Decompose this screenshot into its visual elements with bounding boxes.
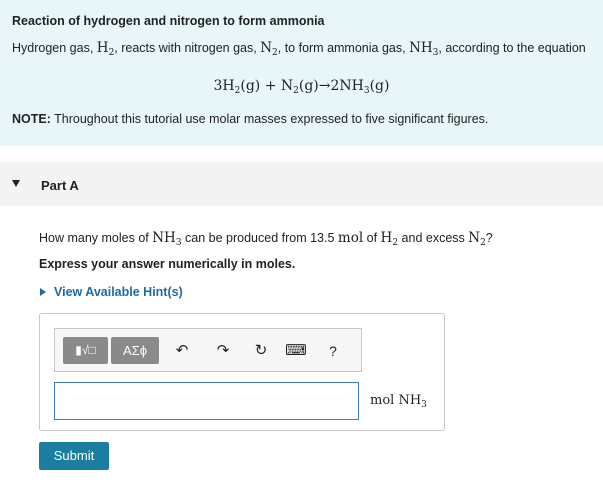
equation-part: (g) xyxy=(369,78,390,94)
templates-button[interactable]: ▮√□ xyxy=(63,337,108,364)
reset-icon[interactable]: ↻ xyxy=(254,342,268,359)
h2-formula xyxy=(381,230,399,246)
h2-formula xyxy=(97,40,115,56)
intro-text-part: Hydrogen gas, xyxy=(12,41,97,55)
subscript: 2 xyxy=(234,86,241,96)
caret-down-icon[interactable] xyxy=(12,180,20,187)
question-part: can be produced from 13.5 xyxy=(181,231,338,245)
question-part: of xyxy=(363,231,381,245)
equation-part: (g) + N xyxy=(240,78,294,94)
intro-panel xyxy=(0,0,603,146)
nh3-symbol: NH xyxy=(152,230,176,246)
note xyxy=(12,112,591,126)
subscript: 2 xyxy=(293,86,299,96)
question-part: How many moles of xyxy=(39,231,153,245)
units-text: mol NH xyxy=(370,393,422,408)
note-label: NOTE: xyxy=(12,112,51,126)
redo-icon[interactable]: ↷ xyxy=(216,342,230,359)
intro-text-part: , to form ammonia gas, xyxy=(277,41,410,55)
nh3-formula xyxy=(409,40,438,56)
n2-formula xyxy=(468,230,486,246)
subscript: 2 xyxy=(272,48,278,58)
subscript: 3 xyxy=(363,86,370,96)
view-hints-link[interactable] xyxy=(39,285,183,299)
caret-right-icon xyxy=(40,288,46,296)
question-text xyxy=(39,230,493,248)
nh3-symbol: NH xyxy=(409,40,433,56)
equation-part: (g)→2NH xyxy=(298,78,364,94)
n2-formula xyxy=(260,40,278,56)
note-text: Throughout this tutorial use molar masses expressed to five significant figures. xyxy=(50,112,489,126)
subscript: 2 xyxy=(108,48,115,58)
mol-unit: mol xyxy=(337,230,364,246)
part-label: Part A xyxy=(41,178,79,193)
answer-instruction: Express your answer numerically in moles. xyxy=(39,257,296,271)
intro-text-part: , reacts with nitrogen gas, xyxy=(114,41,261,55)
reaction-equation xyxy=(12,78,591,96)
answer-box xyxy=(39,313,445,431)
question-part: ? xyxy=(485,231,493,245)
subscript: 2 xyxy=(392,238,399,248)
intro-text-part: , according to the equation xyxy=(438,41,586,55)
undo-icon[interactable]: ↶ xyxy=(175,342,189,359)
part-a-header[interactable] xyxy=(0,162,603,206)
help-icon[interactable]: ? xyxy=(329,343,337,359)
subscript: 3 xyxy=(421,400,427,410)
greek-symbols-button[interactable]: ΑΣϕ xyxy=(111,337,159,364)
n2-symbol: N xyxy=(260,40,273,56)
spacer xyxy=(0,146,603,162)
subscript: 3 xyxy=(432,48,439,58)
subscript: 3 xyxy=(175,238,182,248)
h2-symbol: H xyxy=(96,40,109,56)
nh3-formula xyxy=(152,230,181,246)
answer-input[interactable] xyxy=(54,382,359,420)
question-part: and excess xyxy=(398,231,469,245)
equation-part: 3H xyxy=(213,78,235,94)
n2-symbol: N xyxy=(468,230,481,246)
submit-button[interactable]: Submit xyxy=(39,442,109,470)
subscript: 2 xyxy=(480,238,486,248)
intro-title: Reaction of hydrogen and nitrogen to form ammonia xyxy=(12,14,325,28)
math-toolbar xyxy=(54,328,362,372)
answer-units xyxy=(370,393,427,410)
intro-text xyxy=(12,40,591,62)
h2-symbol: H xyxy=(380,230,393,246)
keyboard-icon[interactable]: ⌨ xyxy=(285,342,307,359)
hint-label: View Available Hint(s) xyxy=(54,285,183,299)
